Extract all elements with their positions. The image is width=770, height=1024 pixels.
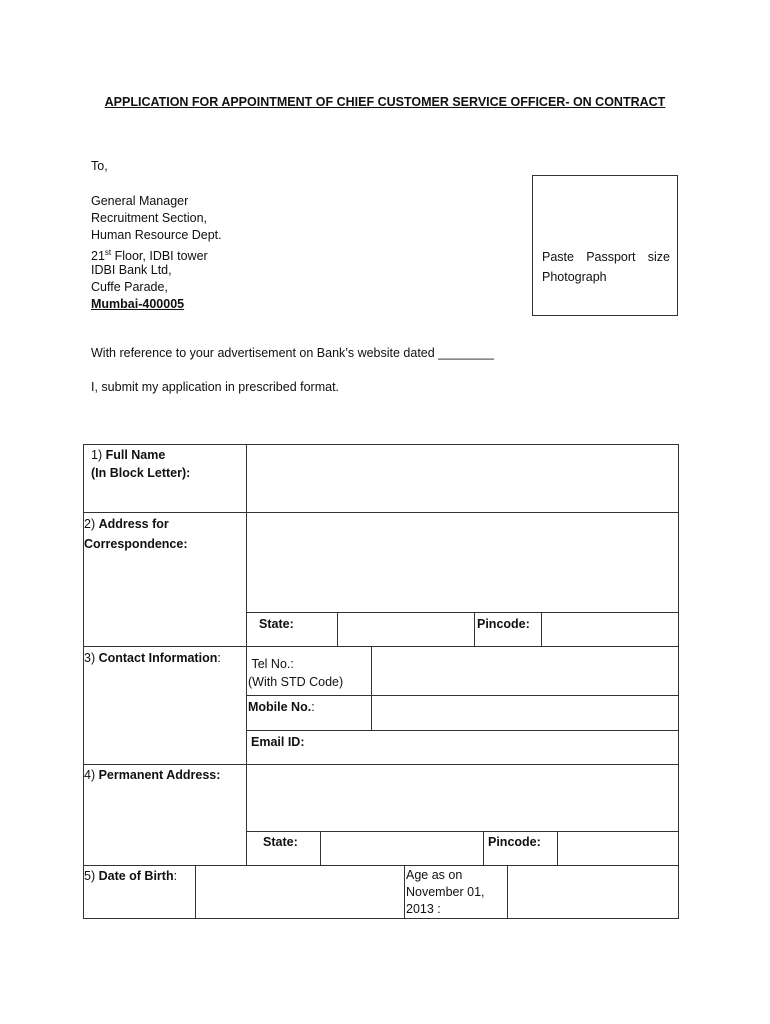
row-divider xyxy=(83,865,679,866)
submit-text: I, submit my application in prescribed format. xyxy=(91,380,340,394)
correspondence-address-label xyxy=(84,514,188,554)
colon: : xyxy=(173,869,178,883)
permanent-address-field[interactable] xyxy=(248,766,677,830)
date-of-birth-title: Date of Birth xyxy=(98,869,174,883)
correspondence-state-field[interactable] xyxy=(339,614,473,645)
column-divider xyxy=(557,831,558,865)
date-of-birth-field[interactable] xyxy=(197,867,403,917)
row-divider xyxy=(246,831,679,832)
age-line-2: November 01, xyxy=(406,885,485,899)
address-line-1: General Manager xyxy=(91,194,189,208)
colon: : xyxy=(217,651,221,665)
contact-information-label xyxy=(84,649,221,667)
column-divider xyxy=(507,865,508,918)
permanent-state-label xyxy=(263,833,298,851)
contact-information-title: Contact Information xyxy=(98,651,218,665)
question-number: 3) xyxy=(84,651,99,665)
address-line-6: Cuffe Parade, xyxy=(91,280,168,294)
pincode-label-text: Pincode: xyxy=(488,835,541,849)
full-name-title: Full Name xyxy=(105,448,166,462)
colon: : xyxy=(311,700,315,714)
permanent-pincode-label xyxy=(488,833,541,851)
floor-rest: Floor, IDBI tower xyxy=(111,249,208,264)
row-divider xyxy=(246,695,679,696)
pincode-label-text: Pincode: xyxy=(477,617,530,631)
photo-box[interactable] xyxy=(532,175,678,316)
question-number: 4) xyxy=(84,768,99,782)
reference-text: With reference to your advertisement on Bank’s website dated ________ xyxy=(91,346,494,360)
table-border-right xyxy=(678,444,679,919)
floor-number: 21 xyxy=(91,249,105,264)
state-label-text: State: xyxy=(259,617,294,631)
photo-instruction xyxy=(542,247,670,287)
email-id-field[interactable] xyxy=(373,732,677,763)
row-divider xyxy=(83,646,679,647)
question-number: 2) xyxy=(84,517,99,531)
column-divider xyxy=(404,865,405,918)
column-divider xyxy=(371,646,372,730)
state-label-text: State: xyxy=(263,835,298,849)
tel-no-field[interactable] xyxy=(373,648,677,694)
tel-subtitle: (With STD Code) xyxy=(248,675,344,689)
email-id-label xyxy=(251,733,305,751)
column-divider xyxy=(195,865,196,918)
address-for-title: Address for xyxy=(98,517,169,531)
photo-word-1: Paste xyxy=(542,250,574,264)
age-line-1: Age as on xyxy=(406,868,463,882)
correspondence-address-field[interactable] xyxy=(248,514,677,611)
age-field[interactable] xyxy=(509,867,677,917)
photo-word-3: size xyxy=(647,250,670,264)
question-number: 5) xyxy=(84,869,99,883)
table-border-top xyxy=(83,444,679,445)
permanent-pincode-field[interactable] xyxy=(559,833,677,864)
row-divider xyxy=(246,730,679,731)
address-line-5: IDBI Bank Ltd, xyxy=(91,263,172,277)
column-divider xyxy=(246,444,247,865)
full-name-subtitle: (In Block Letter): xyxy=(91,466,191,480)
row-divider xyxy=(83,512,679,513)
salutation: To, xyxy=(91,159,108,173)
table-border-bottom xyxy=(83,918,679,919)
row-divider xyxy=(246,612,679,613)
full-name-label xyxy=(91,446,190,482)
address-line-3: Human Resource Dept. xyxy=(91,228,222,242)
mobile-label-text: Mobile No. xyxy=(248,700,312,714)
correspondence-state-label xyxy=(259,615,294,633)
correspondence-pincode-label xyxy=(477,615,530,633)
column-divider xyxy=(320,831,321,865)
date-of-birth-label xyxy=(84,867,177,885)
address-line-2: Recruitment Section, xyxy=(91,211,208,225)
column-divider xyxy=(474,612,475,646)
permanent-address-title: Permanent Address: xyxy=(98,768,221,782)
column-divider xyxy=(337,612,338,646)
address-line-7: Mumbai-400005 xyxy=(91,297,185,311)
tel-label-text: Tel No.: xyxy=(251,657,294,671)
full-name-field[interactable] xyxy=(248,446,677,511)
page-title: APPLICATION FOR APPOINTMENT OF CHIEF CUSTOMER SERVICE OFFICER- ON CONTRACT xyxy=(104,95,666,109)
age-line-3: 2013 : xyxy=(406,902,441,916)
correspondence-title: Correspondence: xyxy=(84,537,188,551)
mobile-no-label xyxy=(248,698,315,716)
photo-word-4: Photograph xyxy=(542,270,607,284)
column-divider xyxy=(541,612,542,646)
mobile-no-field[interactable] xyxy=(373,697,677,729)
permanent-state-field[interactable] xyxy=(322,833,482,864)
permanent-address-label xyxy=(84,766,220,784)
tel-no-label xyxy=(248,655,343,691)
question-number: 1) xyxy=(91,448,106,462)
floor-suffix: st xyxy=(104,248,112,257)
row-divider xyxy=(83,764,679,765)
age-as-on-label xyxy=(406,867,485,918)
email-label-text: Email ID: xyxy=(251,735,305,749)
column-divider xyxy=(483,831,484,865)
photo-word-2: Passport xyxy=(586,250,636,264)
correspondence-pincode-field[interactable] xyxy=(543,614,677,645)
